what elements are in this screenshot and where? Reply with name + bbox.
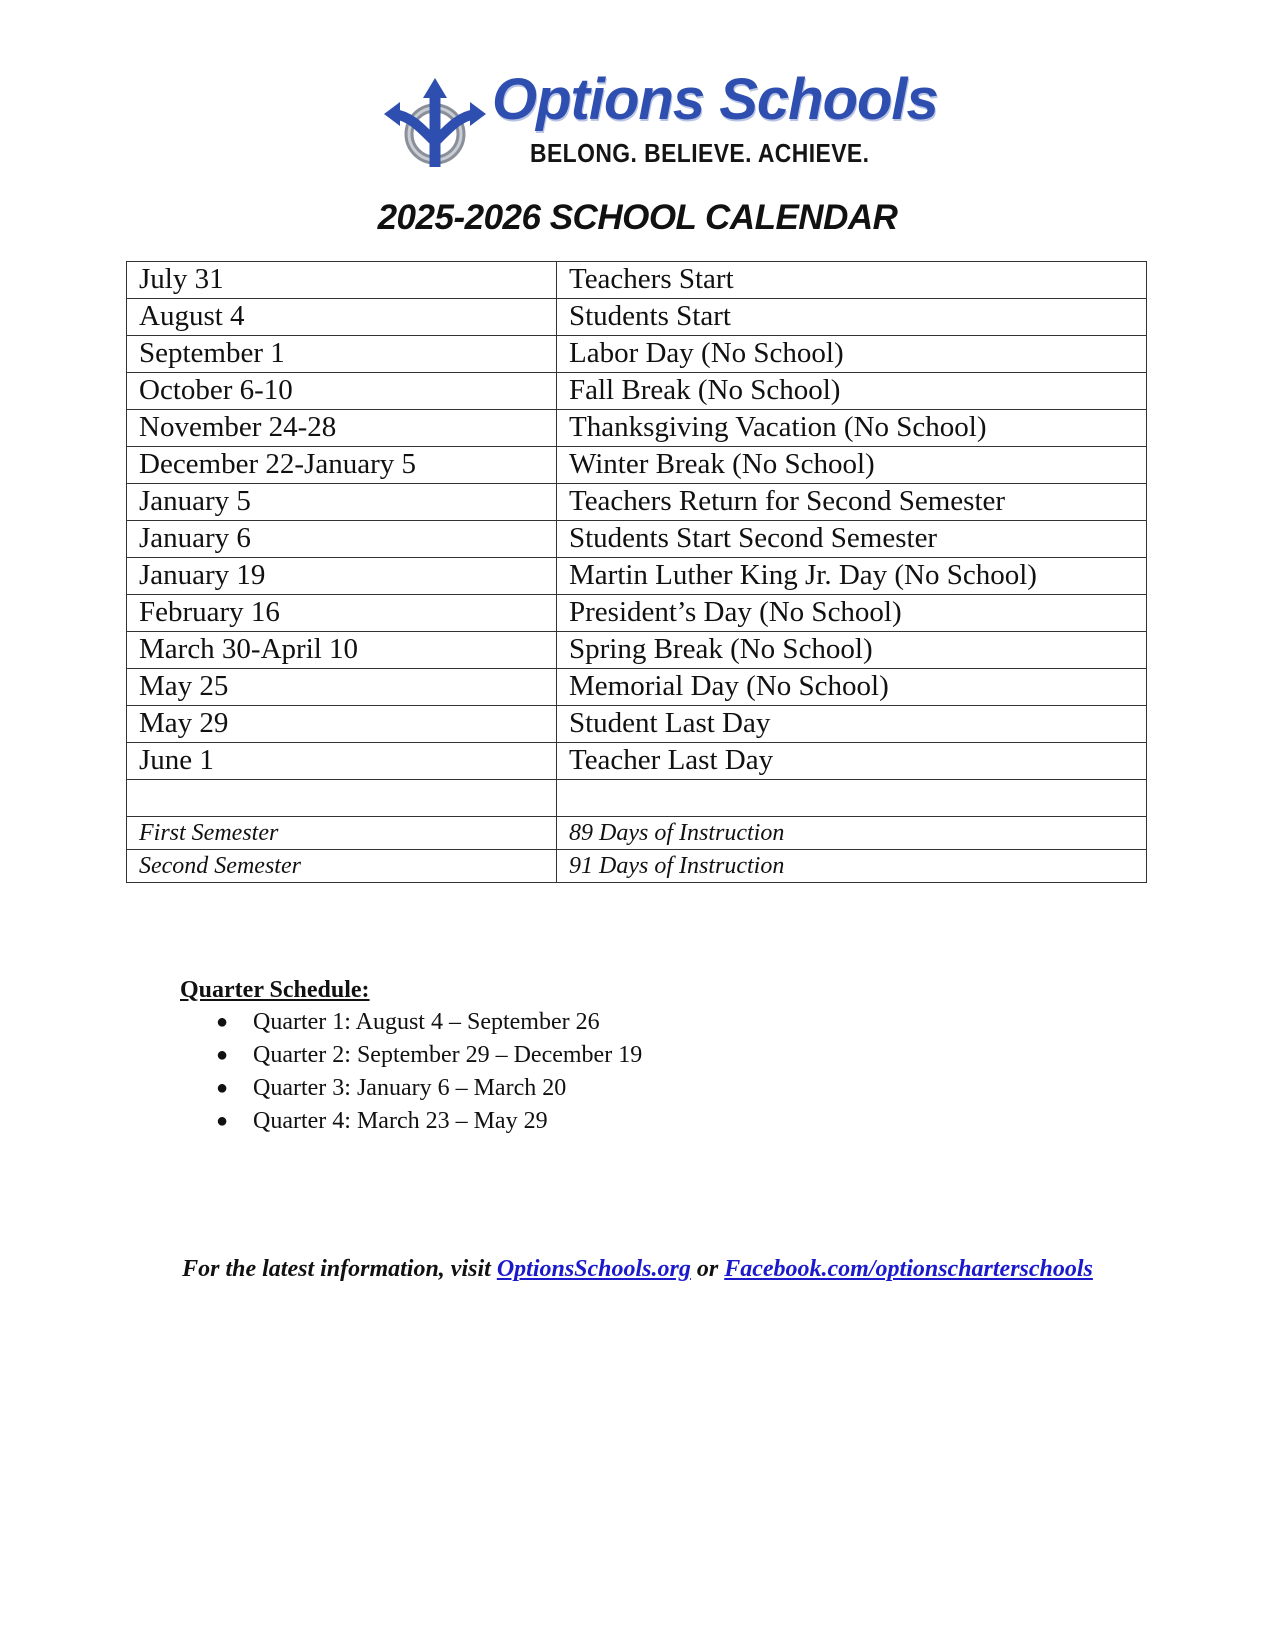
date-cell: May 25 (127, 669, 557, 706)
bullet-icon: ● (216, 1011, 229, 1033)
date-cell: March 30-April 10 (127, 632, 557, 669)
calendar-table (126, 261, 1147, 883)
table-row (127, 262, 1147, 299)
table-row (127, 669, 1147, 706)
event-cell: Martin Luther King Jr. Day (No School) (557, 558, 1147, 595)
event-cell: Spring Break (No School) (557, 632, 1147, 669)
crossroads-arrows-icon (380, 72, 490, 172)
semester-days-cell: 91 Days of Instruction (557, 850, 1147, 883)
quarter-item (180, 1006, 642, 1039)
date-cell: June 1 (127, 743, 557, 780)
date-cell: January 5 (127, 484, 557, 521)
table-row (127, 336, 1147, 373)
facebook-link[interactable]: Facebook.com/optionscharterschools (724, 1256, 1093, 1282)
table-row (127, 521, 1147, 558)
date-cell: November 24-28 (127, 410, 557, 447)
table-row (127, 373, 1147, 410)
semester-days-cell: 89 Days of Instruction (557, 817, 1147, 850)
date-cell: January 6 (127, 521, 557, 558)
table-row (127, 743, 1147, 780)
footer-prefix: For the latest information, visit (182, 1256, 497, 1282)
semester-row (127, 817, 1147, 850)
quarter-item (180, 1072, 642, 1105)
empty-cell (127, 780, 557, 817)
blank-row (127, 780, 1147, 817)
event-cell: Students Start Second Semester (557, 521, 1147, 558)
quarter-schedule-title: Quarter Schedule: (180, 977, 370, 1003)
footer-middle: or (690, 1256, 725, 1282)
quarter-text: Quarter 3: January 6 – March 20 (253, 1075, 567, 1101)
quarter-text: Quarter 4: March 23 – May 29 (253, 1108, 548, 1134)
bullet-icon: ● (216, 1077, 229, 1099)
event-cell: President’s Day (No School) (557, 595, 1147, 632)
quarter-item (180, 1105, 642, 1138)
date-cell: August 4 (127, 299, 557, 336)
table-row (127, 299, 1147, 336)
event-cell: Thanksgiving Vacation (No School) (557, 410, 1147, 447)
date-cell: January 19 (127, 558, 557, 595)
quarter-item (180, 1039, 642, 1072)
event-cell: Teachers Start (557, 262, 1147, 299)
footer-note (0, 1256, 1275, 1283)
quarter-schedule (180, 974, 642, 1138)
date-cell: December 22-January 5 (127, 447, 557, 484)
event-cell: Fall Break (No School) (557, 373, 1147, 410)
table-row (127, 447, 1147, 484)
table-row (127, 410, 1147, 447)
table-row (127, 632, 1147, 669)
bullet-icon: ● (216, 1044, 229, 1066)
date-cell: February 16 (127, 595, 557, 632)
event-cell: Labor Day (No School) (557, 336, 1147, 373)
table-row (127, 706, 1147, 743)
event-cell: Student Last Day (557, 706, 1147, 743)
brand-name: Options Schools (492, 67, 938, 132)
quarter-text: Quarter 2: September 29 – December 19 (253, 1042, 643, 1068)
quarter-text: Quarter 1: August 4 – September 26 (253, 1009, 600, 1035)
event-cell: Students Start (557, 299, 1147, 336)
date-cell: September 1 (127, 336, 557, 373)
date-cell: May 29 (127, 706, 557, 743)
date-cell: October 6-10 (127, 373, 557, 410)
tagline: BELONG. BELIEVE. ACHIEVE. (530, 138, 870, 168)
website-link[interactable]: OptionsSchools.org (496, 1256, 691, 1282)
event-cell: Winter Break (No School) (557, 447, 1147, 484)
event-cell: Teachers Return for Second Semester (557, 484, 1147, 521)
table-row (127, 484, 1147, 521)
page-title: 2025-2026 SCHOOL CALENDAR (377, 198, 898, 237)
empty-cell (557, 780, 1147, 817)
semester-name-cell: Second Semester (127, 850, 557, 883)
semester-name-cell: First Semester (127, 817, 557, 850)
bullet-icon: ● (216, 1110, 229, 1132)
event-cell: Teacher Last Day (557, 743, 1147, 780)
date-cell: July 31 (127, 262, 557, 299)
table-row (127, 595, 1147, 632)
table-row (127, 558, 1147, 595)
event-cell: Memorial Day (No School) (557, 669, 1147, 706)
semester-row (127, 850, 1147, 883)
options-schools-logo (380, 67, 938, 172)
quarter-list (180, 1006, 642, 1138)
